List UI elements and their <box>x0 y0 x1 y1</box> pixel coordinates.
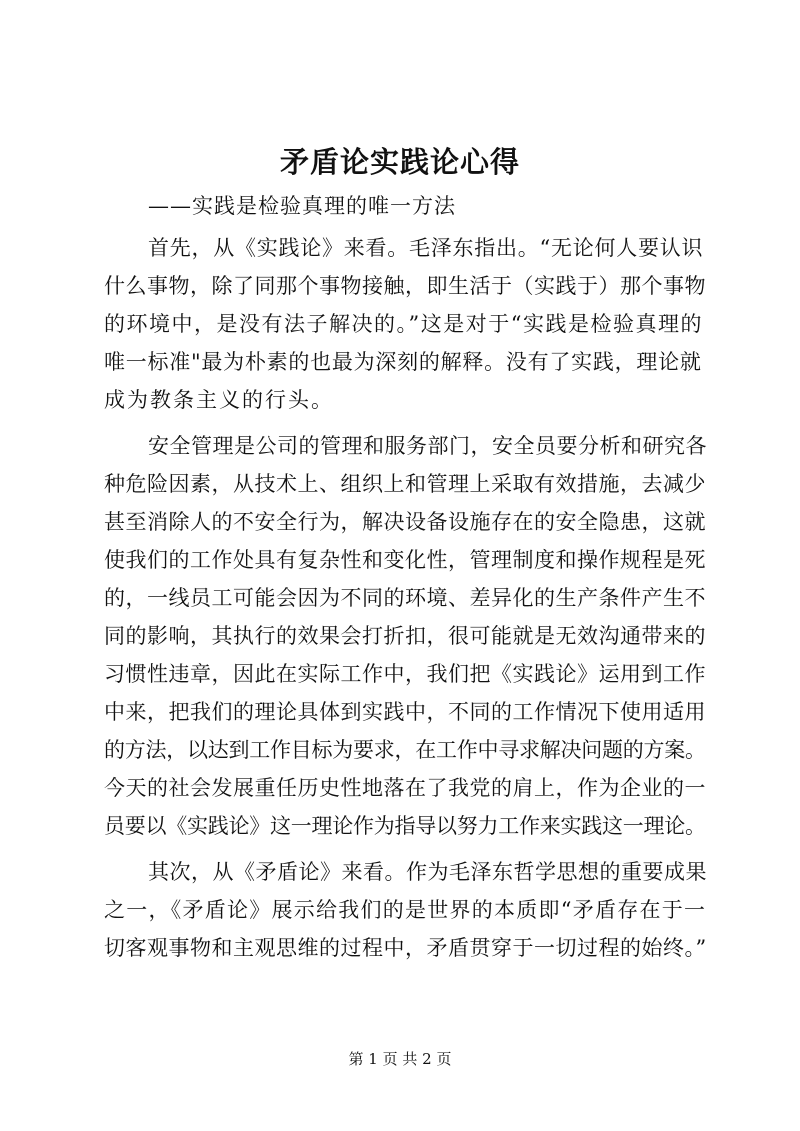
paragraph-line: 的方法，以达到工作目标为要求，在工作中寻求解决问题的方案。 <box>104 738 706 762</box>
paragraph-line: 今天的社会发展重任历史性地落在了我党的肩上，作为企业的一 <box>104 776 706 800</box>
paragraph-line: 甚至消除人的不安全行为，解决设备设施存在的安全隐患，这就 <box>104 510 706 534</box>
paragraph-line: 习惯性违章，因此在实际工作中，我们把《实践论》运用到工作 <box>104 662 706 686</box>
paragraph-line: 切客观事物和主观思维的过程中，矛盾贯穿于一切过程的始终。” <box>104 936 707 960</box>
document-title: 矛盾论实践论心得 <box>279 145 520 179</box>
page-number-footer: 第 1 页 共 2 页 <box>348 1050 452 1068</box>
paragraph-line: 中来，把我们的理论具体到实践中，不同的工作情况下使用适用 <box>104 700 706 724</box>
paragraph-line: 成为教条主义的行头。 <box>104 388 334 412</box>
paragraph-line: 员要以《实践论》这一理论作为指导以努力工作来实践这一理论。 <box>104 814 706 838</box>
paragraph-line: 之一，《矛盾论》展示给我们的是世界的本质即“矛盾存在于一 <box>104 898 707 922</box>
paragraph-line: 什么事物，除了同那个事物接触，即生活于（实践于）那个事物 <box>104 274 706 298</box>
paragraph-line: 使我们的工作处具有复杂性和变化性，管理制度和操作规程是死 <box>104 548 706 572</box>
paragraph-line: 的，一线员工可能会因为不同的环境、差异化的生产条件产生不 <box>104 586 706 610</box>
paragraph-line: 首先，从《实践论》来看。毛泽东指出。“无论何人要认识 <box>148 236 704 260</box>
paragraph-line: 同的影响，其执行的效果会打折扣，很可能就是无效沟通带来的 <box>104 624 706 648</box>
paragraph-line: 唯一标准"最为朴素的也最为深刻的解释。没有了实践，理论就 <box>104 350 702 374</box>
paragraph-line: 其次，从《矛盾论》来看。作为毛泽东哲学思想的重要成果 <box>148 860 707 884</box>
paragraph-line: 安全管理是公司的管理和服务部门，安全员要分析和研究各 <box>148 434 707 458</box>
paragraph-line: 种危险因素，从技术上、组织上和管理上采取有效措施，去减少 <box>104 472 706 496</box>
paragraph-line: 的环境中，是没有法子解决的。”这是对于“实践是检验真理的 <box>104 312 703 336</box>
document-subtitle: ——实践是检验真理的唯一方法 <box>148 194 456 218</box>
